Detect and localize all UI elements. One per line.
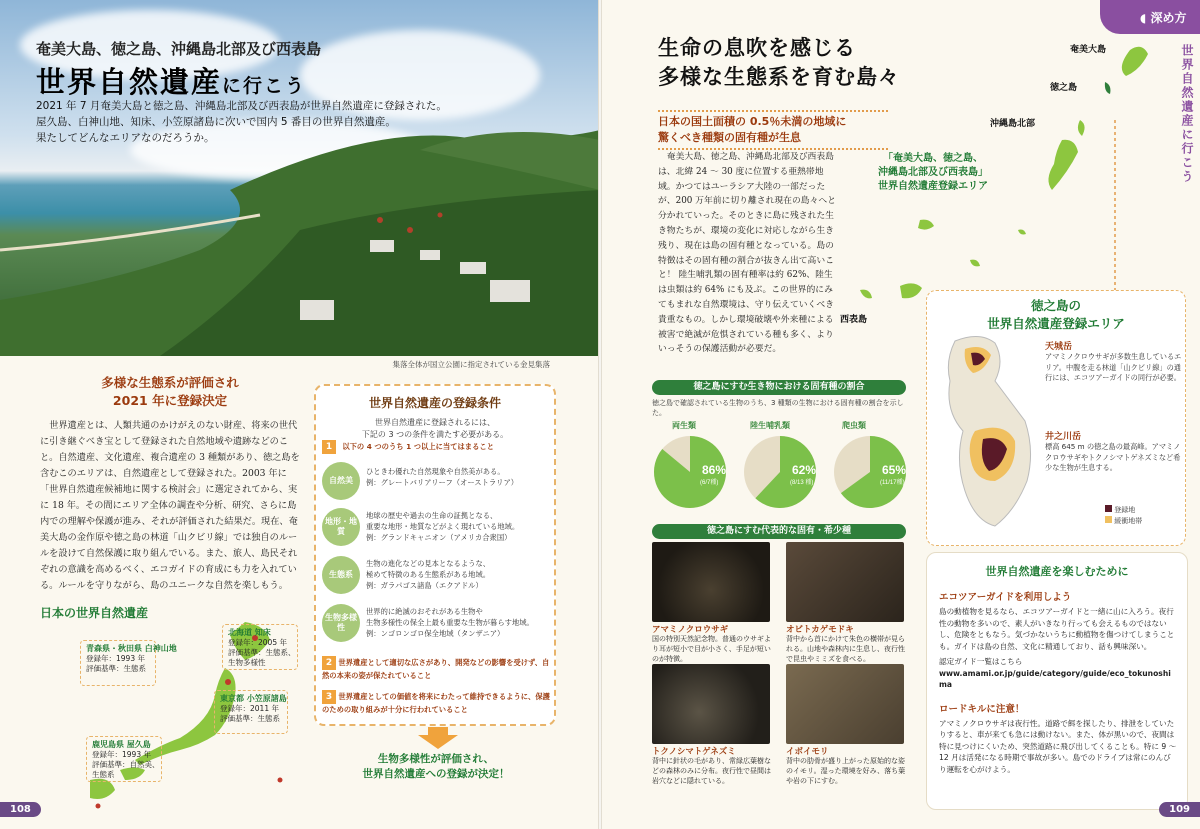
photo-gecko [786,542,904,622]
intro-title [40,374,300,410]
species-name: トクノシマトゲネズミ [652,747,736,757]
roadkill-text: アマミノクロウサギは夜行性。道路で餌を探したり、排泄をしていたりすると、車が来ても急には動けない。また、体が黒いので、夜間は特に見つけにくいため、突然道路に飛び出してくることも。特に 9 〜 12 月は活発になる時期で事故が多い。島でのドライブは常にのんびり運転を心がけよう。 [939,718,1177,774]
area-line: 沖縄島北部及び西表島」 [878,167,988,178]
species-desc: 背中から首にかけて朱色の横帯が見られる。山地や森林内に生息し、夜行性で昆虫やミミズを食べる。 [786,635,905,663]
tokunoshima-area-box [926,290,1186,546]
area-title-line: 世界自然遺産登録エリア [987,316,1125,331]
note-line: 登録年：1993 年 [92,750,151,759]
conditions-intro-line: 世界自然遺産に登録されるには、 [375,418,495,427]
hero-lead-line: 2021 年 7 月奄美大島と徳之島、沖縄島北部及び西表島が世界自然遺産に登録された。 [36,100,447,112]
pie-label: 両生類 [672,421,696,430]
area-line: 「奄美大島、徳之島、 [883,153,983,164]
step-number: 3 [322,690,336,704]
map-registered-area [858,152,1008,194]
note-line: 生物多様性 [228,658,266,667]
intro-section [40,374,300,594]
criterion-text [366,510,554,543]
criterion-line: 例：ンゴロンゴロ保全地域（タンザニア） [366,629,505,638]
species-name: イボイモリ [786,747,829,757]
intro-title-line: 2021 年に登録決定 [112,393,228,408]
note-line: 登録年：1993 年 [86,654,145,663]
note-ogasawara-text [220,694,287,724]
legend-buffer [1105,516,1142,527]
note-line: 評価基準：生態系 [220,714,280,723]
criterion-line: 例：グランドキャニオン（アメリカ合衆国） [366,533,512,542]
section-tab [1100,0,1200,34]
species-desc: 国の特別天然記念物。普通のウサギより耳が短小で目が小さく、手足が短いのが特徴。 [652,635,771,663]
conditions-result [322,752,550,782]
speaker-icon: ◖ [1140,11,1151,25]
area-line: 世界自然遺産登録エリア [878,181,988,192]
photo-spiny-rat [652,664,770,744]
condition-step-2 [322,656,552,686]
step-text: 以下の 4 つのうち 1 つ以上に当てはまること [342,442,494,451]
label-amami: 奄美大島 [1070,45,1107,55]
spot-desc: アマミノクロウサギが多数生息しているエリア。中腹を走る林道「山クビリ線」の通行には、エコツアーガイドの同行が必要。 [1045,352,1182,382]
criterion-line: 生物の進化などの見本となるような、 [366,559,491,568]
legend-registered [1105,505,1142,516]
note-name: 北海道 知床 [228,628,271,637]
japan-map-title: 日本の世界自然遺産 [40,606,149,620]
note-yakushima-text [92,740,160,780]
result-line: 世界自然遺産への登録が決定！ [362,768,510,780]
hero-title-suffix: に行こう [222,75,307,97]
note-name: 鹿児島県 屋久島 [92,740,151,749]
hero-lead-line: 屋久島、白神山地、知床、小笠原諸島に次いで国内 5 番目の世界自然遺産。 [36,116,396,128]
spot-inokawa [1045,429,1183,474]
condition-step-3 [322,690,552,720]
roadkill-heading: ロードキルに注意！ [939,703,1025,715]
guide-list-text: 認定ガイド一覧はこちら [939,657,1023,666]
ecotour-heading: エコツアーガイドを利用しよう [939,592,1072,603]
photo-amami-rabbit [652,542,770,622]
note-line: 評価基準：生態系 [86,664,146,673]
enjoy-box [926,552,1188,810]
section-tab-label: 深め方 [1150,11,1187,25]
map-legend [1105,505,1142,527]
area-title-line: 徳之島の [1030,298,1081,313]
species-desc: 背中に針状の毛があり、常緑広葉樹などの森林のみに分布。夜行性で昼間は岩穴などに隠れている。 [652,757,771,785]
species-desc: 背中の肋骨が盛り上がった原始的な姿のイモリ。湿った環境を好み、落ち葉や岩の下にすむ。 [786,757,906,785]
criterion-geology [322,508,552,548]
endemic-note: 徳之島で確認されている生物のうち、3 種類の生物における固有種の割合を示した。 [652,399,904,417]
spot-name: 井之川岳 [1045,432,1082,442]
criterion-line: 例：グレートバリアリーフ（オーストラリア） [366,478,519,487]
right-title-line: 生命の息吹を感じる [658,36,856,60]
species-name: アマミノクロウサギ [652,625,729,635]
endemic-title: 徳之島にすむ生き物における固有種の割合 [652,380,906,395]
pie-percent: 86% [702,463,727,477]
criterion-label: 自然美 [322,462,360,500]
photo-newt [786,664,904,744]
pie-label: 陸生哺乳類 [750,421,790,430]
criterion-text [366,606,554,639]
note-name: 青森県・秋田県 白神山地 [86,644,177,653]
species-name: オビトカゲモドキ [786,625,854,635]
right-subtitle-line: 驚くべき種類の固有種が生息 [658,131,801,144]
spot-desc: 標高 645 m の徳之島の最高峰。アマミノクロウサギやトクノシマトゲネズミなど希少な生物が生息する。 [1045,442,1181,472]
endemic-pies [652,432,912,512]
pie-fraction: (8/13 種) [790,480,814,486]
step-number: 2 [322,656,336,670]
right-subtitle-line: 日本の国土面積の 0.5％未満の地域に [658,115,847,128]
step-text: 世界遺産として適切な広さがあり、開発などの影響を受けず、自然の本来の姿が保たれていること [322,658,550,680]
criterion-line: 地球の歴史や過去の生命の証拠となる、 [366,511,498,520]
note-line: 登録年：2011 年 [220,704,279,713]
conditions-intro [316,417,554,441]
condition-step-1 [322,440,552,454]
criterion-label: 地形・地質 [322,508,360,546]
criterion-natural-beauty [322,462,552,502]
page-number: 109 [1159,802,1200,817]
intro-body: 世界遺産とは、人類共通のかけがえのない財産、将来の世代に引き継ぐべき宝として登録された自然地域や遺跡などのこと。自然遺産、文化遺産、複合遺産の 3 種類があり、徳之島を含むこのエリアは、自然遺産として登録された。2003 年に「世界自然遺産候補地に関する検討会」に選定されてから、実に 18 年。その間にエリア全体の調査や分析、研究、さらに島内での理解や保護が進み、それが評価された結果だ。現在、奄美大島の金作原や徳之島の林道「山クビリ線」では独自のルールを設けて自然保護に取り組んでいる。また、旅人、島民それぞれの意識を高めるべく、エコガイドの育成にも力を入れている。ルールを守りながら、島のユニークな自然を楽しもう。 [40,420,300,591]
pie-fraction: (6/7種) [700,480,719,486]
note-line: 評価基準：自然美、 [92,760,160,769]
ecotour-text: 島の動植物を見るなら、エコツアーガイドと一緒に山に入ろう。夜行性の動物を多いので、素人がいきなり行っても会えるものではないし、危険をともなう。気づかないうちに動植物を傷つけてしまうことも。ガイドは島の自然、文化に精通しており、話も興味深い。 [939,607,1175,651]
tokunoshima-area-title [927,297,1185,333]
criterion-line: 極めて特徴のある生態系がある地域。 [366,570,491,579]
conditions-title: 世界自然遺産の登録条件 [368,396,501,410]
criterion-line: 生物多様性の保全上最も重要な生物が暮らす地域。 [366,618,534,627]
pie-percent: 62% [792,463,817,477]
hero-subtitle: 奄美大島、徳之島、沖縄島北部及び西表島 [36,40,322,58]
spot-name: 天城岳 [1045,342,1073,352]
enjoy-title: 世界自然遺産を楽しむために [985,565,1129,578]
right-title-line: 多様な生態系を育む島々 [658,65,900,89]
guide-url[interactable]: www.amami.or.jp/guide/category/guide/eco_tokunoshima [939,668,1171,689]
label-iriomote: 西表島 [840,315,868,325]
hero-title [36,60,306,101]
criterion-ecosystem [322,556,552,596]
hero-lead-line: 果たしてどんなエリアなのだろうか。 [36,132,215,144]
note-shiretoko-text [228,628,296,668]
criterion-label: 生態系 [322,556,360,594]
page-number: 108 [0,802,41,817]
arrow-down-icon [418,727,458,749]
photo-caption: 集落全体が国立公園に指定されている金見集落 [392,360,550,369]
criterion-text [366,558,554,591]
criterion-label: 生物多様性 [322,604,360,642]
intro-title-line: 多様な生態系が評価され [101,375,239,390]
tokunoshima-map [935,331,1045,531]
pie-percent: 65% [882,463,907,477]
criterion-line: ひときわ優れた自然現象や自然美がある。 [366,467,505,476]
conditions-intro-line: 下記の 3 つの条件を満たす必要がある。 [361,430,509,439]
pie-label: 爬虫類 [842,421,866,430]
legend-label: 緩衝地帯 [1114,517,1143,525]
label-tokunoshima: 徳之島 [1050,83,1078,93]
criterion-biodiversity [322,604,552,644]
criterion-text [366,466,554,488]
note-line: 登録年：2005 年 [228,638,287,647]
hero-lead [36,98,476,146]
criterion-line: 重要な地形・地質などがよく現れている地域。 [366,522,520,531]
criterion-line: 例：ガラパゴス諸島（エクアドル） [366,581,483,590]
right-page [600,0,1200,829]
note-shirakami-text [86,644,177,674]
result-line: 生物多様性が評価され、 [377,753,495,765]
note-line: 生態系 [92,770,115,779]
page-spine [598,0,602,829]
vertical-section-label: 世界自然遺産に行こう [1180,44,1194,184]
step-text: 世界遺産としての価値を将来にわたって維持できるように、保護のための取り組みが十分に行われていること [322,692,550,714]
legend-label: 登録地 [1114,506,1136,514]
note-line: 評価基準：生態系、 [228,648,296,657]
pie-fraction: (11/17種) [880,480,905,486]
hero-title-main: 世界自然遺産 [36,65,223,99]
species-title: 徳之島にすむ代表的な固有・希少種 [652,524,906,539]
conditions-card [314,384,556,726]
criterion-line: 世界的に絶滅のおそれがある生物や [366,607,483,616]
label-okinawa: 沖縄島北部 [990,119,1036,129]
step-number: 1 [322,440,336,454]
spot-amagi [1045,339,1183,384]
right-body: 奄美大島、徳之島、沖縄島北部及び西表島は、北緯 24 〜 30 度に位置する亜熱帯地域。かつてはユーラシア大陸の一部だったが、200 万年前に切り離され現在の島々へと分かれていった。そのときに島に残された生き物たちが、環境の変化に対応しながら生き残り、現在は島の固有種となっている。島の特徴はその固有種の割合が抜きん出て高いこと！ 陸生哺乳類の固有種率は約 62%、陸生は虫類は約 64% にも及ぶ。この世界的にみてもまれな自然環境は、守り伝えていくべき貴重なもの。しかし環境破壊や外来種による被害で絶滅が危惧されている種も多く、よりいっそうの保護活動が必要だ。 [658,152,836,355]
note-name: 東京都 小笠原諸島 [220,694,287,703]
hero-photo [0,0,600,356]
